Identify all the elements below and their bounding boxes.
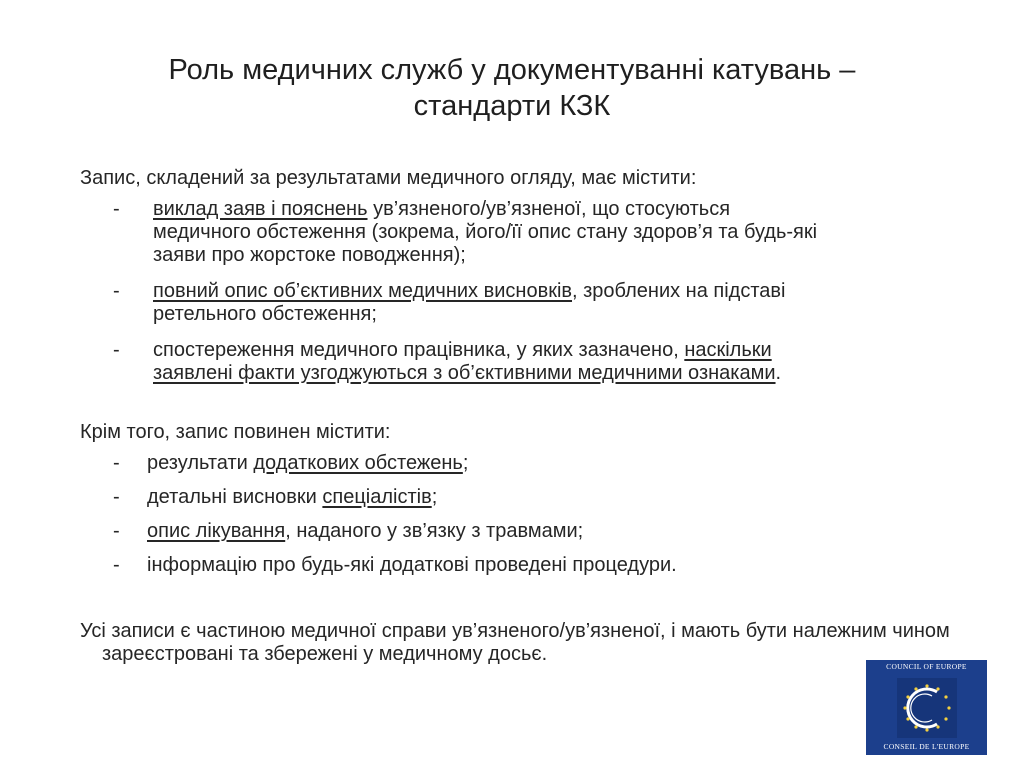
underlined-phrase: додаткових обстежень <box>253 452 463 474</box>
underlined-phrase: спеціалістів <box>322 486 432 508</box>
underlined-phrase: виклад заяв і пояснень <box>153 198 368 220</box>
section2-intro: Крім того, запис повинен містити: <box>80 421 391 443</box>
bullet-dash: - <box>113 554 120 576</box>
list-item: - результати додаткових обстежень; <box>113 452 469 474</box>
europe-stars-emblem-icon <box>897 678 957 738</box>
bullet-dash: - <box>113 280 120 302</box>
list-item: - інформацію про будь-які додаткові проведені процедури. <box>113 554 677 576</box>
list-item: - спостереження медичного працівника, у яких зазначено, наскільки заявлені факти узгоджуються з об’єктивними медичними ознаками. <box>113 339 782 384</box>
underlined-phrase: опис лікування <box>147 520 286 542</box>
underlined-phrase: наскільки <box>684 339 772 361</box>
list-item: - детальні висновки спеціалістів; <box>113 486 438 508</box>
bullet-dash: - <box>113 339 120 361</box>
list-item: - повний опис об’єктивних медичних висновків, зроблених на підставі ретельного обстеження; <box>113 280 786 325</box>
section-record-contents <box>80 167 960 385</box>
section-additional-contents <box>80 421 960 577</box>
bullet-dash: - <box>113 486 120 508</box>
list-item: - опис лікування, наданого у зв’язку з травмами; <box>113 520 584 542</box>
underlined-phrase: заявлені факти узгоджуються з об’єктивними медичними ознаками <box>153 362 776 384</box>
logo-bottom-text: CONSEIL DE L'EUROPE <box>883 742 970 751</box>
council-of-europe-logo <box>866 660 987 755</box>
section1-intro: Запис, складений за результатами медичного огляду, має містити: <box>80 167 697 189</box>
bullet-dash: - <box>113 452 120 474</box>
underlined-phrase: повний опис об’єктивних медичних висновків <box>153 280 573 302</box>
bullet-dash: - <box>113 198 120 220</box>
title-line-1: Роль медичних служб у документуванні катувань – <box>168 54 856 86</box>
bullet-dash: - <box>113 520 120 542</box>
slide-title <box>100 52 924 124</box>
closing-paragraph: Усі записи є частиною медичної справи ув’язненого/ув’язненої, і мають бути належним чином зареєстровані та збережені у медичному досьє. <box>80 620 950 665</box>
title-line-2: стандарти КЗК <box>413 90 611 122</box>
list-item: - виклад заяв і пояснень ув’язненого/ув’язненої, що стосуються медичного обстеження (зокрема, його/її опис стану здоров’я та будь-які заяви про жорстоке поводження); <box>113 198 818 266</box>
logo-top-text: COUNCIL OF EUROPE <box>886 662 967 671</box>
